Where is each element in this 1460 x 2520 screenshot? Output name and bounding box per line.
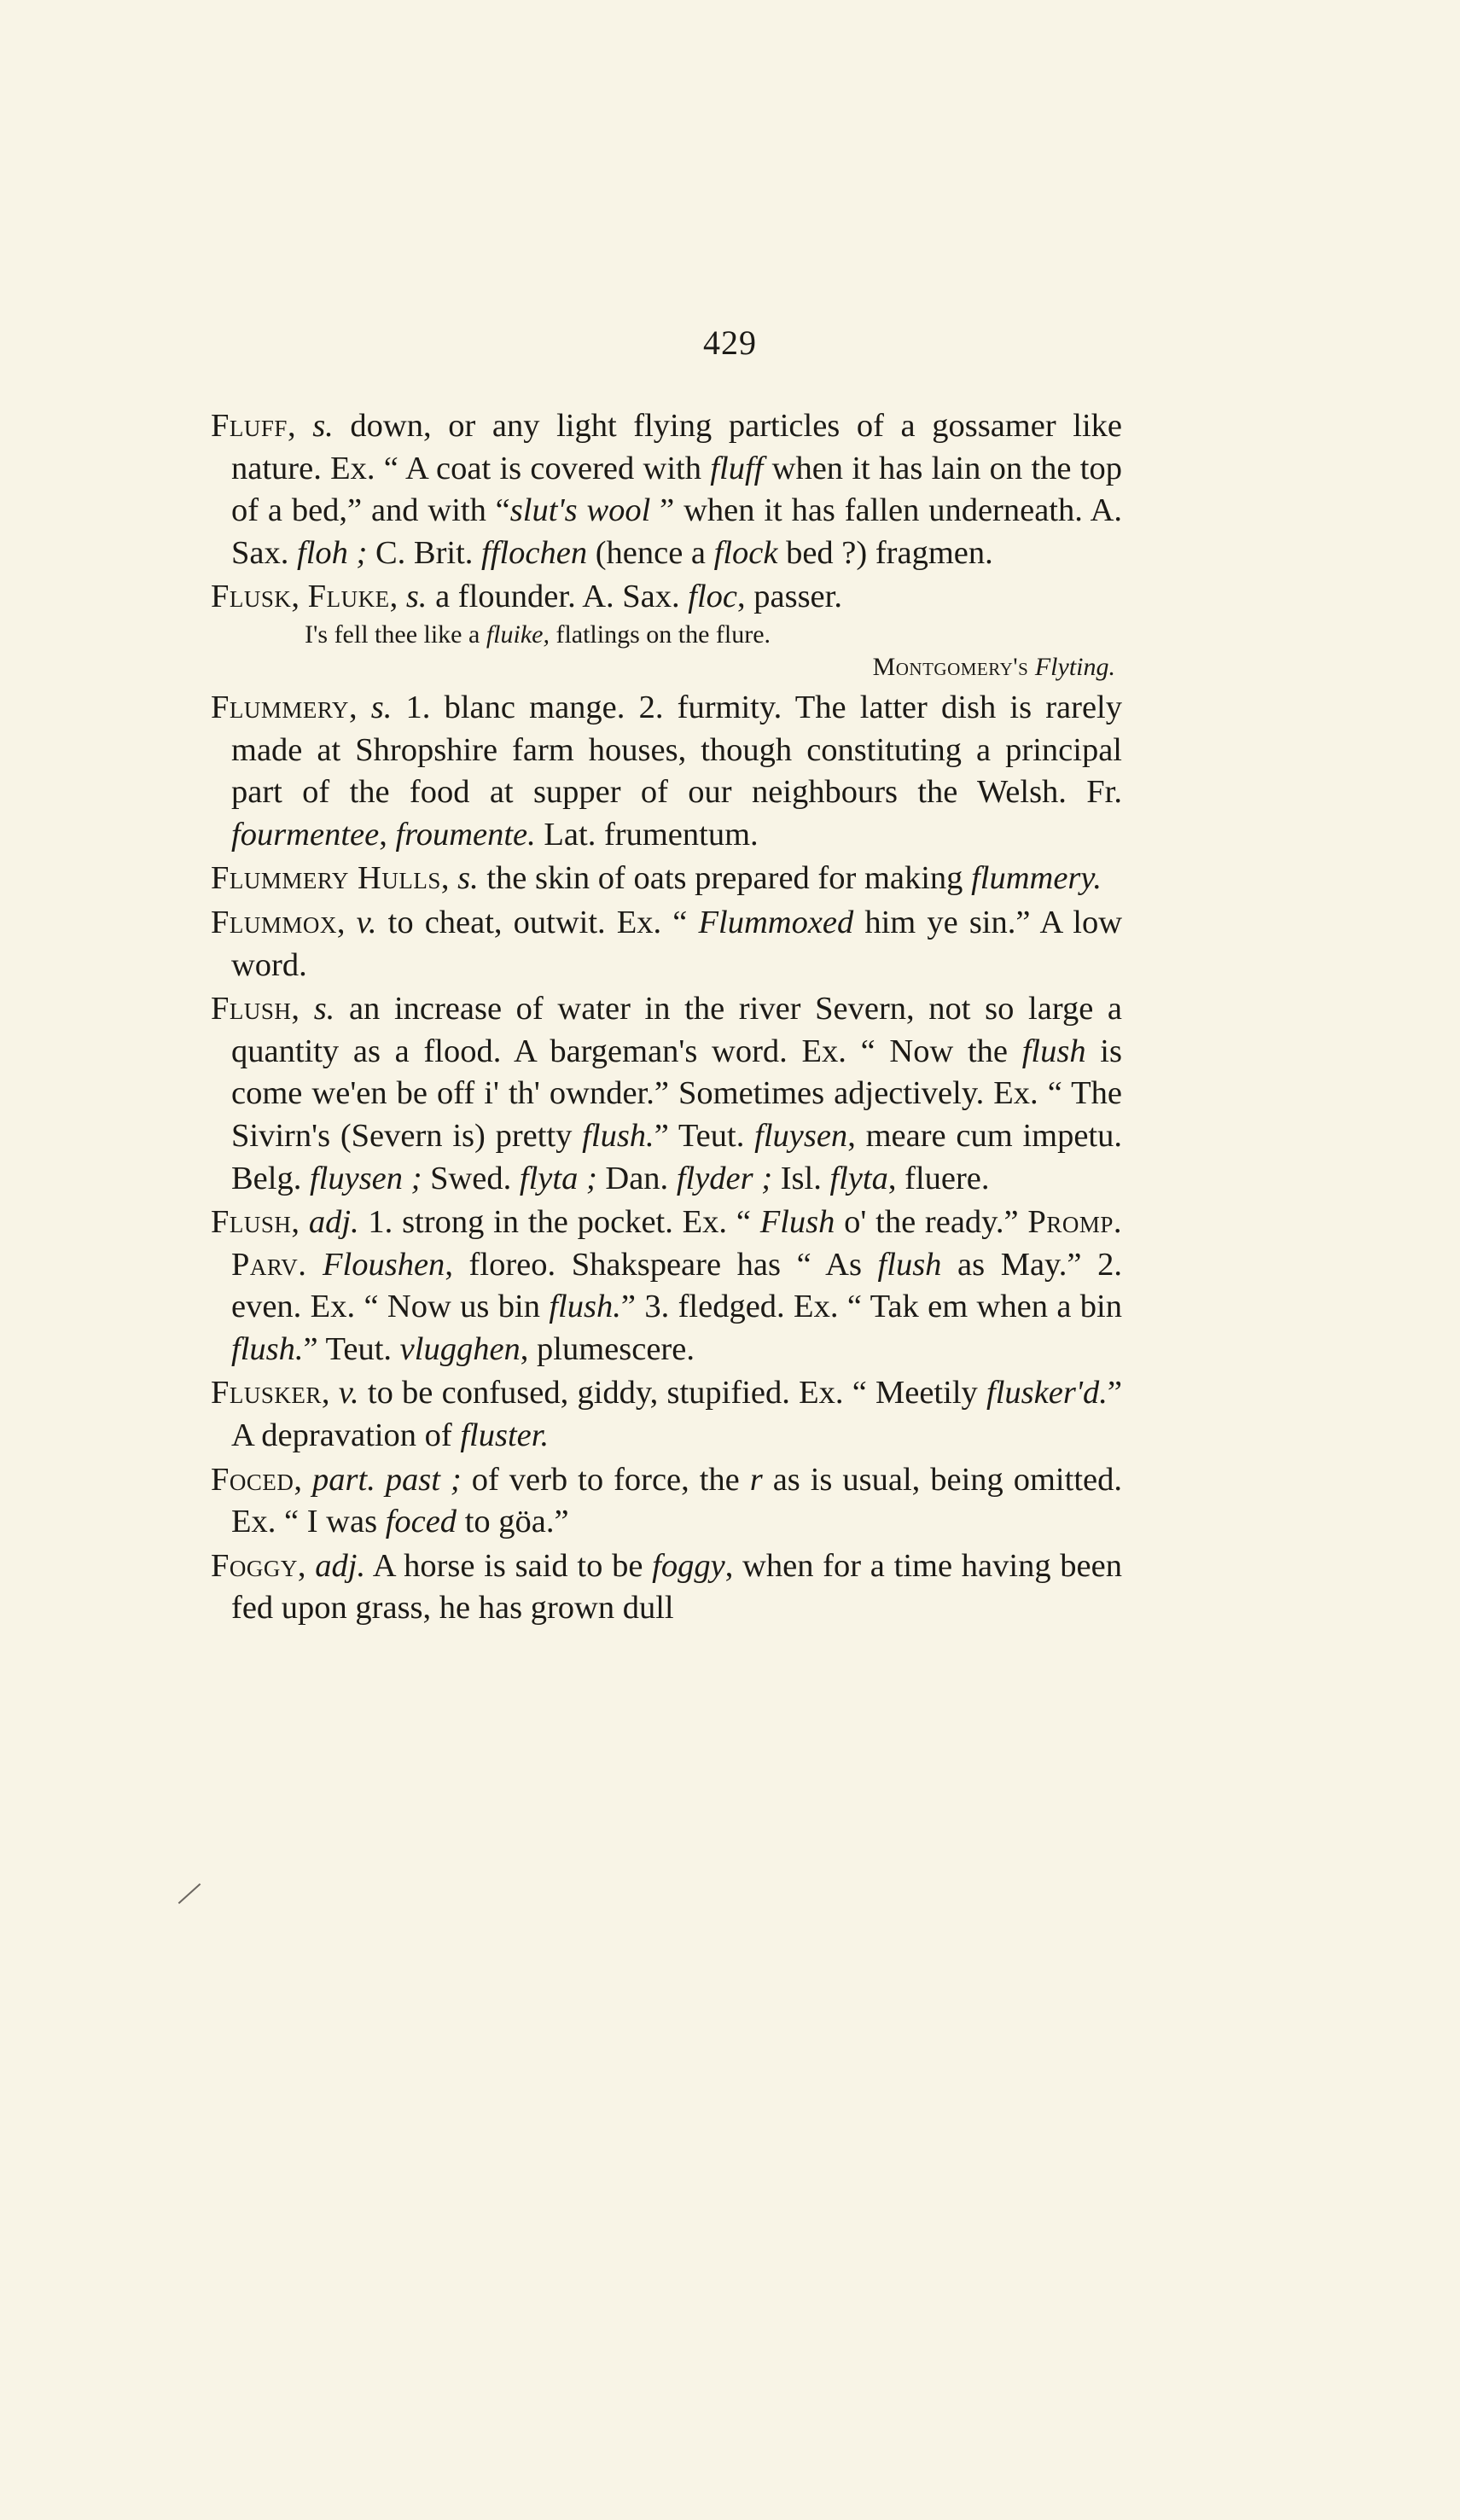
entry-text-segment: flock — [713, 534, 778, 571]
entry-text-segment: Dan. — [596, 1160, 677, 1196]
entry-text-segment: , — [291, 579, 308, 615]
entry-text-segment: of verb to force, the — [461, 1461, 750, 1498]
dictionary-entry — [211, 405, 1122, 574]
entry-text-segment: flush — [877, 1246, 942, 1283]
headword: Foggy — [211, 1547, 298, 1584]
entry-text-segment: 1. blanc mange. 2. furmity. The latter dish is rarely made at Shropshire farm houses, though constituting a principal part of the food at supper of our neighbours the Welsh. Fr. — [231, 689, 1122, 811]
entry-text-segment: , — [336, 904, 357, 940]
entry-text-segment: , floreo. Shakspeare has “ As — [445, 1246, 878, 1283]
entry-text-segment: Isl. — [772, 1160, 830, 1196]
dictionary-entry — [211, 988, 1122, 1200]
dictionary-entry — [211, 1459, 1122, 1544]
headword: Flusker — [211, 1375, 322, 1411]
entry-text-segment: as is usual, being omitted. Ex. “ I was — [231, 1461, 1122, 1540]
entry-text-segment: fourmentee — [231, 816, 380, 853]
entry-text-segment: , passer. — [737, 579, 842, 615]
entry-text-segment: adj. — [308, 1204, 359, 1241]
entry-text-segment: down, or any light flying particles of a gossamer like nature. Ex. “ A coat is covered with — [231, 408, 1123, 486]
entry-text-segment: flatlings on the flure. — [549, 620, 771, 649]
entry-text-segment: fluster. — [460, 1417, 550, 1454]
entry-text-segment: the skin of oats prepared for making — [478, 860, 972, 897]
headword: Flush — [211, 1204, 292, 1241]
headword: Flummery Hulls — [211, 860, 441, 897]
entry-text-segment: flush — [1021, 1033, 1086, 1069]
entry-text-segment: , fluere. — [887, 1160, 990, 1196]
entry-text-segment: flusker'd. — [986, 1375, 1108, 1411]
headword: Fluke — [307, 579, 390, 615]
entry-text-segment: froumente. — [395, 816, 536, 853]
entry-text-segment: flush. — [549, 1289, 621, 1325]
entry-text-segment: vlugghen — [399, 1330, 521, 1367]
entry-text-segment: C. Brit. — [367, 534, 482, 571]
entry-text-segment: , — [294, 1461, 313, 1498]
entry-text-segment: him ye sin.” A low word. — [231, 904, 1123, 983]
entry-text-segment: bed ?) fragmen. — [777, 534, 993, 571]
entry-text-segment: Promp. Parv. — [231, 1204, 1122, 1283]
entry-text-segment: floc — [688, 579, 737, 615]
entry-text-segment: to be confused, giddy, stupified. Ex. “ Meetily — [358, 1375, 987, 1411]
entry-text-segment: foced — [385, 1504, 457, 1540]
entry-text-segment: flush. — [582, 1117, 654, 1154]
glossary-entries — [211, 405, 1122, 1630]
entry-text-segment: fflochen — [481, 534, 588, 571]
entry-text-segment: s. — [457, 860, 479, 897]
headword: Fluff — [211, 408, 288, 444]
entry-text-segment: flush. — [231, 1330, 304, 1367]
dictionary-entry — [211, 687, 1122, 856]
entry-text-segment: , — [379, 816, 396, 853]
entry-text-segment: v. — [338, 1375, 359, 1411]
entry-text-segment: s. — [313, 991, 335, 1027]
headword: Flush — [211, 991, 292, 1027]
entry-text-segment: Flush — [759, 1204, 835, 1241]
headword: Flummery — [211, 689, 349, 725]
headword: Flusk — [211, 579, 292, 615]
entry-text-segment: fluike, — [486, 620, 550, 649]
entry-text-segment: v. — [356, 904, 377, 940]
entry-text-segment: to göa.” — [457, 1504, 569, 1540]
quotation-attribution — [211, 651, 1122, 684]
page-number: 429 — [703, 323, 757, 362]
entry-text-segment: Flummoxed — [698, 904, 854, 940]
entry-text-segment: ” A depravation of — [231, 1375, 1123, 1454]
entry-text-segment: ” Teut. — [654, 1117, 755, 1154]
entry-text-segment: Flyting. — [1034, 652, 1115, 681]
entry-text-segment — [306, 1247, 323, 1283]
entry-text-segment: , meare cum impetu. Belg. — [231, 1117, 1122, 1196]
entry-text-segment: s. — [312, 408, 334, 444]
entry-text-segment: 1. strong in the pocket. Ex. “ — [358, 1204, 760, 1241]
entry-text-segment: flyder ; — [676, 1160, 773, 1196]
entry-text-segment: is come we'en be off i' th' ownder.” Sometimes adjectively. Ex. “ The Sivirn's (Severn is) pretty — [231, 1033, 1122, 1154]
entry-text-segment: , — [297, 1547, 316, 1584]
entry-text-segment: , — [291, 1204, 309, 1241]
dictionary-entry — [211, 576, 1122, 619]
entry-text-segment: as May.” 2. even. Ex. “ Now us bin — [231, 1246, 1122, 1325]
entry-text-segment: r — [749, 1461, 763, 1498]
entry-text-segment: to cheat, outwit. Ex. “ — [376, 904, 699, 940]
entry-text-segment: flummery. — [971, 860, 1102, 897]
entry-text-segment: fluysen — [754, 1117, 848, 1154]
entry-text-segment: ” Teut. — [303, 1330, 400, 1367]
entry-text-segment: (hence a — [587, 534, 714, 571]
entry-text-segment: fluysen ; — [309, 1160, 422, 1196]
entry-text-segment: when it has lain on the top of a bed,” and with “ — [231, 450, 1122, 529]
entry-text-segment: part. past ; — [312, 1461, 462, 1498]
entry-text-segment: floh ; — [297, 534, 368, 571]
entry-text-segment: , — [348, 689, 371, 725]
entry-text-segment: , — [440, 860, 458, 897]
entry-text-segment: flyta — [829, 1160, 888, 1196]
entry-text-segment: Swed. — [422, 1160, 520, 1196]
entry-text-segment: slut's wool — [509, 492, 651, 529]
entry-text-segment: , when for a time having been fed upon grass, he has grown dull — [231, 1547, 1122, 1627]
entry-text-segment: , plumescere. — [520, 1330, 695, 1367]
dictionary-entry — [211, 1372, 1122, 1457]
entry-text-segment: Lat. frumentum. — [535, 816, 759, 853]
entry-text-segment: ” when it has fallen underneath. A. Sax. — [231, 492, 1123, 571]
dictionary-entry — [211, 858, 1122, 900]
dictionary-entry — [211, 1545, 1122, 1630]
entry-text-segment: an increase of water in the river Severn, not so large a quantity as a flood. A bargeman's word. Ex. “ Now the — [231, 991, 1123, 1069]
entry-text-segment: , — [321, 1375, 339, 1411]
quotation — [211, 619, 1122, 651]
dictionary-entry — [211, 1202, 1122, 1371]
entry-text-segment: adj. — [315, 1547, 366, 1584]
entry-text-segment: o' the ready.” — [835, 1204, 1028, 1241]
headword: Flummox — [211, 904, 337, 940]
entry-text-segment: flyta ; — [519, 1160, 597, 1196]
entry-text-segment: , — [389, 579, 406, 615]
margin-pencil-mark — [178, 1883, 201, 1904]
entry-text-segment: s. — [405, 579, 428, 615]
entry-text-segment: foggy — [652, 1547, 725, 1584]
entry-text-segment: a flounder. A. Sax. — [427, 579, 689, 615]
entry-text-segment — [1028, 653, 1035, 681]
entry-text-segment: fluff — [710, 450, 764, 486]
entry-text-segment: ” 3. fledged. Ex. “ Tak em when a bin — [620, 1289, 1122, 1325]
entry-text-segment: s. — [370, 689, 393, 725]
entry-text-segment: Floushen — [323, 1246, 445, 1283]
entry-text-segment: Montgomery's — [872, 652, 1029, 681]
entry-text-segment: I's fell thee like a — [305, 620, 486, 649]
entry-text-segment: A horse is said to be — [365, 1547, 653, 1584]
entry-text-segment: , — [287, 408, 313, 444]
headword: Foced — [211, 1461, 294, 1498]
dictionary-entry — [211, 902, 1122, 986]
entry-text-segment: , — [291, 991, 314, 1027]
